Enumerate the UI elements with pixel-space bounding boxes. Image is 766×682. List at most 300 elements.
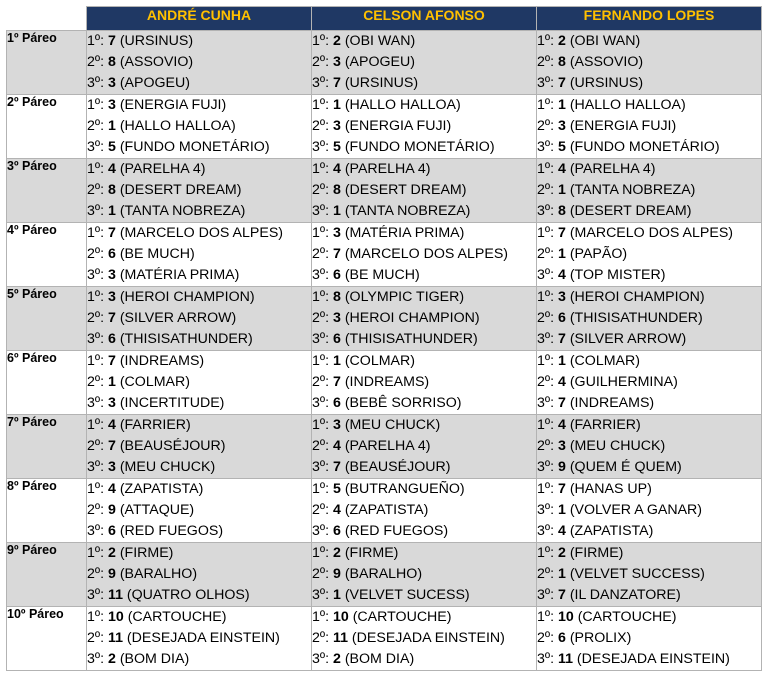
pick-line — [537, 585, 761, 606]
pick-line — [537, 372, 761, 393]
finish-position: 2º: — [87, 501, 105, 518]
horse-name: (DESEJADA EINSTEIN) — [351, 629, 505, 646]
pick-line — [87, 265, 311, 286]
horse-name: (BOM DIA) — [344, 650, 415, 667]
finish-position: 2º: — [312, 309, 330, 326]
horse-name: (PARELHA 4) — [344, 161, 431, 177]
race-label: 3º Páreo — [7, 159, 87, 223]
finish-position: 3º: — [537, 202, 555, 219]
horse-name: (HEROI CHAMPION) — [119, 289, 255, 305]
horse-number: 7 — [107, 225, 116, 241]
horse-name: (GUILHERMINA) — [569, 373, 678, 390]
pick-cell — [87, 95, 312, 159]
finish-position: 2º: — [312, 373, 330, 390]
table-row — [7, 223, 762, 287]
pick-line — [312, 95, 536, 116]
pick-line — [312, 201, 536, 222]
finish-position: 3º: — [87, 650, 105, 667]
pick-line — [87, 287, 311, 308]
pick-line — [537, 73, 761, 94]
finish-position: 3º: — [312, 202, 330, 219]
horse-number: 6 — [332, 522, 341, 539]
finish-position: 1º: — [312, 33, 330, 49]
pick-line — [312, 607, 536, 628]
horse-number: 4 — [107, 417, 116, 433]
horse-name: (INDREAMS) — [569, 394, 655, 411]
race-label: 1º Páreo — [7, 31, 87, 95]
finish-position: 3º: — [87, 330, 105, 347]
pick-cell — [87, 159, 312, 223]
horse-name: (RED FUEGOS) — [119, 522, 224, 539]
horse-number: 6 — [332, 330, 341, 347]
horse-number: 3 — [107, 458, 116, 475]
table-row — [7, 287, 762, 351]
horse-name: (IL DANZATORE) — [569, 586, 681, 603]
horse-number: 2 — [557, 33, 566, 49]
horse-number: 8 — [107, 181, 116, 198]
horse-number: 4 — [332, 437, 341, 454]
pick-line — [312, 308, 536, 329]
pick-line — [312, 649, 536, 670]
horse-name: (TANTA NOBREZA) — [119, 202, 246, 219]
horse-number: 1 — [332, 586, 341, 603]
table-body — [7, 31, 762, 671]
horse-name: (FARRIER) — [119, 417, 191, 433]
horse-number: 4 — [557, 373, 566, 390]
horse-number: 4 — [332, 501, 341, 518]
pick-line — [87, 308, 311, 329]
pick-cell — [537, 287, 762, 351]
pick-cell — [87, 287, 312, 351]
horse-number: 7 — [557, 586, 566, 603]
horse-number: 8 — [107, 53, 116, 70]
finish-position: 3º: — [312, 458, 330, 475]
pick-cell — [537, 607, 762, 671]
finish-position: 2º: — [87, 245, 105, 262]
finish-position: 3º: — [87, 586, 105, 603]
finish-position: 3º: — [312, 586, 330, 603]
pick-line — [87, 436, 311, 457]
pick-line — [87, 607, 311, 628]
table-row — [7, 415, 762, 479]
horse-number: 7 — [557, 330, 566, 347]
horse-number: 3 — [557, 437, 566, 454]
finish-position: 1º: — [537, 481, 555, 497]
finish-position: 1º: — [87, 609, 105, 625]
horse-name: (BE MUCH) — [119, 245, 195, 262]
pick-line — [87, 180, 311, 201]
horse-name: (CARTOUCHE) — [577, 609, 677, 625]
horse-number: 1 — [557, 245, 566, 262]
horse-number: 3 — [332, 417, 341, 433]
race-label: 10º Páreo — [7, 607, 87, 671]
horse-number: 1 — [557, 501, 566, 518]
pick-line — [537, 287, 761, 308]
horse-name: (OLYMPIC TIGER) — [344, 289, 465, 305]
horse-name: (INDREAMS) — [119, 353, 205, 369]
pick-cell — [537, 543, 762, 607]
horse-number: 7 — [332, 373, 341, 390]
table-row — [7, 479, 762, 543]
pick-cell — [537, 223, 762, 287]
pick-line — [312, 500, 536, 521]
horse-number: 11 — [332, 629, 348, 646]
finish-position: 1º: — [87, 33, 105, 49]
pick-cell — [312, 31, 537, 95]
pick-cell — [87, 351, 312, 415]
horse-name: (CARTOUCHE) — [352, 609, 452, 625]
horse-number: 2 — [557, 545, 566, 561]
horse-number: 7 — [557, 225, 566, 241]
pick-line — [87, 457, 311, 478]
finish-position: 3º: — [87, 266, 105, 283]
horse-name: (MEU CHUCK) — [569, 437, 666, 454]
finish-position: 2º: — [87, 53, 105, 70]
horse-number: 3 — [332, 309, 341, 326]
horse-name: (MEU CHUCK) — [344, 417, 441, 433]
pick-line — [87, 393, 311, 414]
finish-position: 3º: — [537, 458, 555, 475]
horse-name: (TANTA NOBREZA) — [344, 202, 471, 219]
finish-position: 3º: — [537, 74, 555, 91]
pick-line — [87, 159, 311, 180]
horse-name: (THISISATHUNDER) — [569, 309, 703, 326]
horse-name: (HANAS UP) — [569, 481, 652, 497]
finish-position: 3º: — [87, 138, 105, 155]
horse-name: (ASSOVIO) — [569, 53, 644, 70]
horse-number: 1 — [107, 373, 116, 390]
race-label: 6º Páreo — [7, 351, 87, 415]
horse-number: 7 — [332, 245, 341, 262]
finish-position: 3º: — [87, 458, 105, 475]
horse-name: (FUNDO MONETÁRIO) — [119, 138, 270, 155]
finish-position: 1º: — [312, 609, 330, 625]
horse-number: 7 — [557, 74, 566, 91]
pick-line — [87, 223, 311, 244]
horse-name: (OBI WAN) — [569, 33, 641, 49]
horse-number: 4 — [107, 481, 116, 497]
horse-number: 10 — [557, 609, 574, 625]
race-label: 5º Páreo — [7, 287, 87, 351]
horse-number: 3 — [557, 289, 566, 305]
horse-number: 2 — [107, 650, 116, 667]
pick-line — [312, 137, 536, 158]
horse-number: 8 — [332, 289, 341, 305]
finish-position: 3º: — [87, 394, 105, 411]
finish-position: 1º: — [312, 225, 330, 241]
pick-cell — [312, 543, 537, 607]
horse-name: (VELVET SUCESS) — [344, 586, 470, 603]
finish-position: 3º: — [87, 522, 105, 539]
pick-line — [312, 479, 536, 500]
horse-number: 3 — [332, 53, 341, 70]
finish-position: 3º: — [312, 266, 330, 283]
horse-name: (DESERT DREAM) — [344, 181, 467, 198]
horse-number: 7 — [107, 33, 116, 49]
horse-name: (ATTAQUE) — [119, 501, 195, 518]
horse-number: 9 — [107, 501, 116, 518]
pick-line — [537, 393, 761, 414]
pick-line — [537, 31, 761, 52]
finish-position: 1º: — [87, 161, 105, 177]
pick-line — [312, 436, 536, 457]
pick-line — [537, 201, 761, 222]
horse-name: (FUNDO MONETÁRIO) — [344, 138, 495, 155]
pick-line — [312, 457, 536, 478]
horse-number: 5 — [107, 138, 116, 155]
horse-number: 4 — [557, 161, 566, 177]
horse-name: (FIRME) — [119, 545, 174, 561]
horse-name: (HEROI CHAMPION) — [344, 309, 480, 326]
horse-name: (MATÉRIA PRIMA) — [119, 266, 240, 283]
horse-name: (HALLO HALLOA) — [119, 117, 236, 134]
horse-number: 2 — [332, 33, 341, 49]
horse-number: 6 — [332, 394, 341, 411]
horse-name: (PARELHA 4) — [344, 437, 431, 454]
horse-name: (THISISATHUNDER) — [119, 330, 253, 347]
finish-position: 1º: — [87, 225, 105, 241]
finish-position: 2º: — [537, 181, 555, 198]
horse-name: (RED FUEGOS) — [344, 522, 449, 539]
pick-line — [312, 415, 536, 436]
horse-name: (FIRME) — [569, 545, 624, 561]
finish-position: 3º: — [537, 266, 555, 283]
horse-name: (BARALHO) — [119, 565, 198, 582]
finish-position: 3º: — [537, 586, 555, 603]
pick-line — [87, 73, 311, 94]
finish-position: 1º: — [312, 353, 330, 369]
pick-line — [87, 351, 311, 372]
pick-line — [537, 628, 761, 649]
finish-position: 2º: — [312, 437, 330, 454]
pick-cell — [87, 223, 312, 287]
horse-name: (MATÉRIA PRIMA) — [344, 225, 465, 241]
horse-number: 4 — [107, 161, 116, 177]
pick-line — [312, 52, 536, 73]
pick-line — [87, 415, 311, 436]
finish-position: 2º: — [87, 373, 105, 390]
horse-number: 5 — [332, 481, 341, 497]
finish-position: 3º: — [537, 330, 555, 347]
pick-cell — [87, 543, 312, 607]
horse-number: 11 — [107, 586, 123, 603]
horse-number: 9 — [332, 565, 341, 582]
finish-position: 1º: — [87, 481, 105, 497]
horse-number: 2 — [332, 545, 341, 561]
horse-name: (FUNDO MONETÁRIO) — [569, 138, 720, 155]
pick-cell — [537, 159, 762, 223]
finish-position: 3º: — [312, 650, 330, 667]
horse-number: 6 — [107, 330, 116, 347]
pick-line — [87, 628, 311, 649]
finish-position: 2º: — [87, 565, 105, 582]
finish-position: 1º: — [312, 161, 330, 177]
pick-line — [87, 137, 311, 158]
race-label: 4º Páreo — [7, 223, 87, 287]
horse-name: (QUATRO OLHOS) — [126, 586, 250, 603]
horse-name: (INCERTITUDE) — [119, 394, 225, 411]
horse-number: 7 — [107, 309, 116, 326]
pick-line — [312, 180, 536, 201]
horse-name: (URSINUS) — [569, 74, 644, 91]
finish-position: 3º: — [312, 330, 330, 347]
pick-line — [537, 329, 761, 350]
pick-cell — [312, 607, 537, 671]
horse-number: 3 — [332, 225, 341, 241]
horse-name: (COLMAR) — [119, 373, 190, 390]
horse-name: (MEU CHUCK) — [119, 458, 216, 475]
horse-name: (ZAPATISTA) — [119, 481, 204, 497]
pick-line — [87, 585, 311, 606]
horse-name: (ENERGIA FUJI) — [119, 97, 227, 113]
pick-line — [87, 52, 311, 73]
horse-number: 2 — [332, 650, 341, 667]
pick-line — [537, 308, 761, 329]
finish-position: 1º: — [87, 289, 105, 305]
horse-name: (FIRME) — [344, 545, 399, 561]
pick-line — [87, 31, 311, 52]
pick-cell — [87, 607, 312, 671]
horse-number: 5 — [332, 138, 341, 155]
pick-cell — [312, 479, 537, 543]
finish-position: 3º: — [537, 522, 555, 539]
horse-name: (APOGEU) — [119, 74, 190, 91]
finish-position: 3º: — [537, 138, 555, 155]
pick-line — [312, 244, 536, 265]
horse-name: (DESEJADA EINSTEIN) — [576, 650, 730, 667]
finish-position: 3º: — [537, 650, 555, 667]
horse-number: 1 — [332, 353, 341, 369]
pick-line — [537, 649, 761, 670]
finish-position: 3º: — [312, 522, 330, 539]
finish-position: 1º: — [87, 417, 105, 433]
horse-number: 6 — [107, 245, 116, 262]
pick-line — [537, 436, 761, 457]
finish-position: 3º: — [537, 501, 555, 518]
pick-cell — [312, 351, 537, 415]
pick-line — [87, 201, 311, 222]
pick-cell — [537, 31, 762, 95]
finish-position: 1º: — [537, 417, 555, 433]
finish-position: 1º: — [312, 545, 330, 561]
horse-number: 1 — [332, 202, 341, 219]
pick-cell — [537, 415, 762, 479]
finish-position: 2º: — [537, 629, 555, 646]
finish-position: 3º: — [312, 394, 330, 411]
pick-line — [537, 265, 761, 286]
horse-number: 8 — [557, 202, 566, 219]
horse-number: 3 — [107, 97, 116, 113]
column-header-andre-cunha: ANDRÉ CUNHA — [87, 7, 312, 31]
pick-line — [87, 543, 311, 564]
finish-position: 3º: — [312, 138, 330, 155]
finish-position: 2º: — [312, 117, 330, 134]
horse-name: (PAPÃO) — [569, 245, 628, 262]
finish-position: 2º: — [312, 181, 330, 198]
pick-cell — [87, 31, 312, 95]
pick-line — [537, 159, 761, 180]
horse-number: 3 — [107, 289, 116, 305]
horse-number: 6 — [107, 522, 116, 539]
horse-name: (ENERGIA FUJI) — [569, 117, 677, 134]
horse-name: (URSINUS) — [344, 74, 419, 91]
pick-line — [312, 329, 536, 350]
finish-position: 2º: — [537, 437, 555, 454]
finish-position: 1º: — [537, 545, 555, 561]
finish-position: 1º: — [312, 289, 330, 305]
pick-line — [87, 372, 311, 393]
pick-line — [537, 95, 761, 116]
horse-number: 4 — [557, 417, 566, 433]
pick-cell — [312, 95, 537, 159]
pick-cell — [312, 159, 537, 223]
finish-position: 2º: — [312, 501, 330, 518]
horse-name: (PROLIX) — [569, 629, 632, 646]
pick-line — [537, 607, 761, 628]
table-row — [7, 159, 762, 223]
horse-name: (DESEJADA EINSTEIN) — [126, 629, 280, 646]
table-row — [7, 351, 762, 415]
horse-number: 7 — [107, 437, 116, 454]
finish-position: 1º: — [87, 353, 105, 369]
finish-position: 2º: — [537, 373, 555, 390]
horse-number: 1 — [332, 97, 341, 113]
table-row — [7, 543, 762, 607]
horse-name: (MARCELO DOS ALPES) — [569, 225, 734, 241]
horse-name: (THISISATHUNDER) — [344, 330, 478, 347]
race-label: 7º Páreo — [7, 415, 87, 479]
horse-number: 11 — [557, 650, 573, 667]
horse-number: 7 — [332, 458, 341, 475]
finish-position: 1º: — [312, 97, 330, 113]
horse-name: (TANTA NOBREZA) — [569, 181, 696, 198]
pick-line — [87, 521, 311, 542]
horse-number: 11 — [107, 629, 123, 646]
pick-line — [537, 415, 761, 436]
tips-table — [6, 6, 762, 671]
horse-number: 1 — [107, 117, 116, 134]
horse-number: 4 — [557, 266, 566, 283]
header-row — [7, 7, 762, 31]
pick-cell — [312, 223, 537, 287]
finish-position: 1º: — [537, 161, 555, 177]
horse-number: 6 — [557, 309, 566, 326]
horse-name: (HEROI CHAMPION) — [569, 289, 705, 305]
horse-name: (APOGEU) — [344, 53, 415, 70]
finish-position: 2º: — [87, 181, 105, 198]
pick-line — [87, 649, 311, 670]
horse-name: (PARELHA 4) — [119, 161, 206, 177]
pick-line — [312, 159, 536, 180]
horse-name: (QUEM É QUEM) — [569, 458, 682, 475]
horse-name: (TOP MISTER) — [569, 266, 666, 283]
finish-position: 2º: — [537, 245, 555, 262]
pick-line — [312, 521, 536, 542]
pick-line — [87, 244, 311, 265]
horse-name: (MARCELO DOS ALPES) — [344, 245, 509, 262]
horse-number: 3 — [107, 74, 116, 91]
finish-position: 2º: — [312, 629, 330, 646]
horse-number: 1 — [557, 565, 566, 582]
pick-line — [537, 564, 761, 585]
finish-position: 2º: — [537, 53, 555, 70]
finish-position: 1º: — [537, 97, 555, 113]
horse-name: (ENERGIA FUJI) — [344, 117, 452, 134]
pick-line — [312, 564, 536, 585]
pick-line — [87, 479, 311, 500]
horse-number: 8 — [557, 53, 566, 70]
column-header-celson-afonso: CELSON AFONSO — [312, 7, 537, 31]
